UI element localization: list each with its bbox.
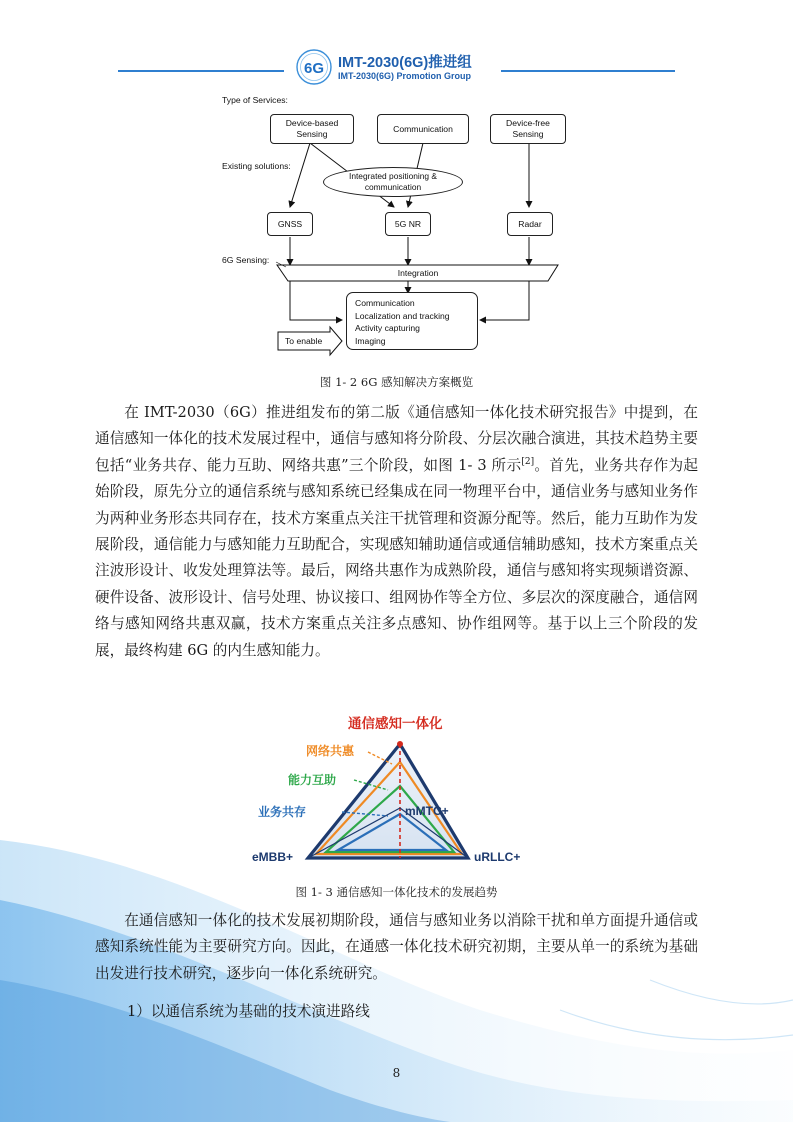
figure1-caption: 图 1- 2 6G 感知解决方案概览	[319, 375, 474, 389]
header-subtitle: IMT-2030(6G) Promotion Group	[338, 71, 472, 81]
to-enable-label: To enable	[285, 336, 323, 346]
capability-item: Communication	[355, 298, 415, 308]
stage-capability-label: 能力互助	[288, 773, 337, 787]
reference-marker: [2]	[521, 456, 535, 467]
5g-nr-box: 5G NR	[385, 212, 431, 236]
page-number: 8	[392, 1066, 401, 1080]
integration-label: Integration	[397, 268, 439, 278]
figure2-caption: 图 1- 3 通信感知一体化技术的发展趋势	[295, 885, 498, 899]
header-rule-right	[501, 70, 675, 72]
header-rule-left	[118, 70, 284, 72]
capability-item: Activity capturing	[355, 323, 420, 334]
imt2030-logo	[294, 48, 334, 86]
integrated-positioning-ellipse: Integrated positioning & communication	[323, 167, 463, 197]
development-trend-figure	[250, 708, 540, 878]
existing-solutions-label: Existing solutions:	[222, 161, 291, 171]
paragraph-1-tail: 。首先，业务共存作为起始阶段，原先分立的通信系统与感知系统已经集成在同一物理平台中，通信业务与感知业务作为两种业务形态共同存在，技术方案重点关注干扰管理和资源分配等。然后，能力互助作为发展阶段，通信能力与感知能力互助配合，实现感知辅助通信或通信辅助感知，技术方案重点关注波形设计、收发处理算法等。最后，网络共惠作为成熟阶段，通信与感知将实现频谱资源、硬件设备、波形设计、信号处理、协议接口、组网协作等全方位、多层次的深度融合，通信网络与感知网络共惠双赢，技术方案重点关注多点感知、协作组网等。基于以上三个阶段的发展，最终构建 6G 的内生感知能力。	[95, 456, 698, 659]
paragraph-1-text: 在 IMT-2030（6G）推进组发布的第二版《通信感知一体化技术研究报告》中提到，在通信感知一体化的技术发展过程中，通信与感知将分阶段、分层次融合演进，其技术趋势主要包括“业务共存、能力互助、网络共惠”三个阶段，如图 1- 3 所示	[95, 404, 698, 474]
paragraph-1	[95, 400, 698, 664]
header-title: IMT-2030(6G)推进组	[338, 55, 472, 71]
type-of-services-label: Type of Services:	[222, 95, 288, 105]
paragraph-2	[95, 908, 698, 987]
communication-box: Communication	[377, 114, 469, 144]
integration-title-label: 通信感知一体化	[348, 716, 443, 731]
6g-sensing-label: 6G Sensing:	[222, 255, 270, 265]
radar-box: Radar	[507, 212, 553, 236]
device-based-sensing-box: Device-based Sensing	[270, 114, 354, 144]
gnss-box: GNSS	[267, 212, 313, 236]
stage-network-label: 网络共惠	[306, 744, 355, 758]
paragraph-2-text: 在通信感知一体化的技术发展初期阶段，通信与感知业务以消除干扰和单方面提升通信或感知系统性能为主要研究方向。因此，在通感一体化技术研究初期，主要从单一的系统为基础出发进行技术研究，逐步向一体化系统研究。	[95, 912, 698, 982]
sensing-solution-diagram	[218, 92, 578, 362]
capabilities-box	[346, 292, 478, 350]
capability-item: Localization and tracking	[355, 310, 450, 321]
capability-item: Imaging	[355, 335, 386, 346]
stage-service-label: 业务共存	[258, 805, 307, 819]
logo-text: 6G	[303, 60, 325, 77]
urllc-label: uRLLC+	[474, 850, 521, 864]
embb-label: eMBB+	[252, 850, 294, 864]
device-free-sensing-box: Device-free Sensing	[490, 114, 566, 144]
list-item-heading: 1）以通信系统为基础的技术演进路线	[127, 1003, 370, 1020]
mmtc-label: mMTC+	[405, 804, 449, 818]
